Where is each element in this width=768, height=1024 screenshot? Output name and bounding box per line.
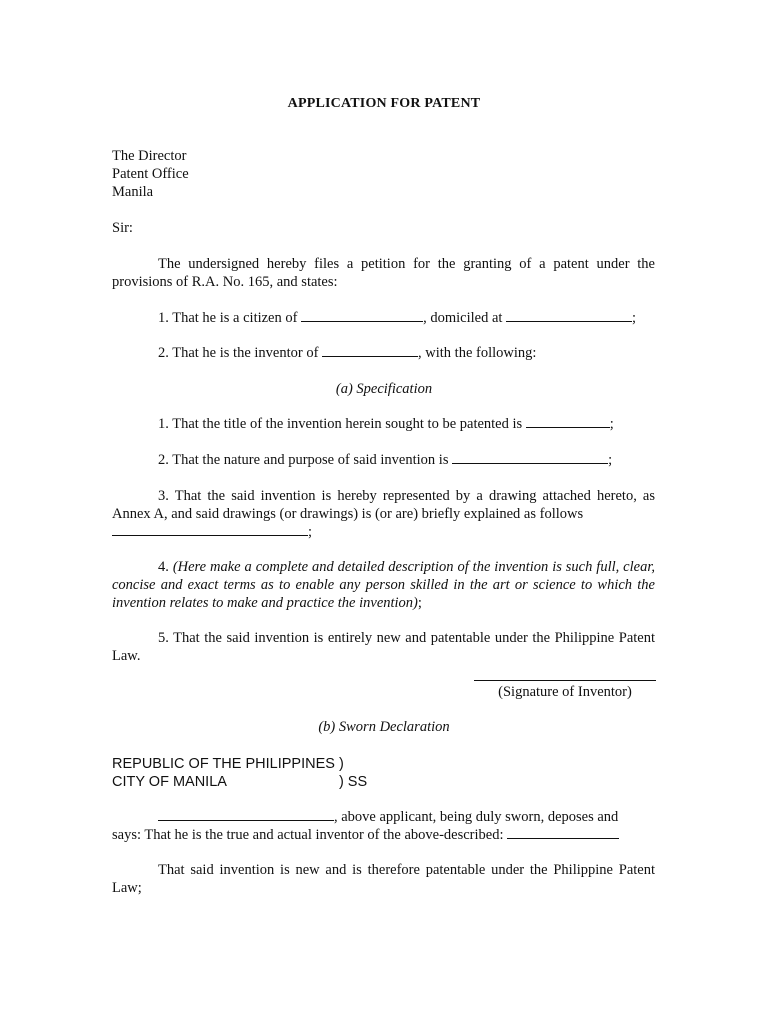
spec-item-1-text: 1. That the title of the invention herein sought to be patented is bbox=[158, 416, 526, 432]
domicile-blank bbox=[506, 309, 632, 322]
declaration-text-2: That said invention is new and is therefore patentable under the Philippine Patent Law; bbox=[112, 862, 655, 896]
item-citizen bbox=[112, 309, 636, 327]
invention-blank bbox=[322, 344, 418, 357]
spec-item-2 bbox=[112, 451, 612, 469]
item-inventor bbox=[112, 344, 536, 362]
document-title: APPLICATION FOR PATENT bbox=[287, 96, 481, 111]
spec-item-4-instruction: (Here make a complete and detailed description of the invention is such full, clear, concise and exact terms as to enable any person skilled in the art or science to which the invention relates to make and practice the invention) bbox=[112, 559, 655, 611]
venue-line-2 bbox=[112, 773, 367, 791]
spec-item-5-text: 5. That the said invention is entirely new and patentable under the Philippine Patent Law. bbox=[112, 630, 655, 664]
intro-text: The undersigned hereby files a petition for the granting of a patent under the provisions of R.A. No. 165, and states: bbox=[112, 256, 655, 290]
item-inventor-text-b: , with the following: bbox=[418, 345, 537, 361]
invention-described-blank bbox=[507, 826, 619, 839]
declaration-text-1a: , above applicant, being duly sworn, deposes and bbox=[334, 809, 619, 825]
declaration-paragraph-1 bbox=[112, 808, 655, 826]
item-citizen-text-a: 1. That he is a citizen of bbox=[158, 310, 302, 326]
citizenship-blank bbox=[301, 309, 423, 322]
item-citizen-text-c: ; bbox=[632, 310, 637, 326]
nature-purpose-blank bbox=[452, 451, 608, 464]
signature-label: (Signature of Inventor) bbox=[498, 684, 632, 700]
specification-heading: (a) Specification bbox=[335, 381, 433, 397]
declaration-text-1b: says: That he is the true and actual inventor of the above-described: bbox=[112, 827, 508, 843]
spec-item-5 bbox=[112, 629, 655, 665]
salutation: Sir: bbox=[112, 220, 133, 236]
spec-item-4-end: ; bbox=[417, 595, 422, 611]
venue-city: CITY OF MANILA bbox=[112, 774, 227, 790]
intro-paragraph bbox=[112, 255, 655, 291]
drawings-explanation-blank bbox=[112, 523, 308, 536]
declaration-paragraph-2 bbox=[112, 861, 655, 897]
venue-ss: ) SS bbox=[338, 774, 368, 790]
address-line-1: The Director bbox=[112, 148, 187, 164]
item-inventor-text-a: 2. That he is the inventor of bbox=[158, 345, 323, 361]
declaration-paragraph-1-line-2 bbox=[112, 826, 619, 844]
sworn-declaration-heading: (b) Sworn Declaration bbox=[318, 719, 450, 735]
spec-item-3 bbox=[112, 487, 655, 541]
spec-item-2-end: ; bbox=[608, 452, 613, 468]
title-blank bbox=[526, 415, 610, 428]
item-citizen-text-b: , domiciled at bbox=[423, 310, 507, 326]
signature-line bbox=[474, 680, 656, 681]
spec-item-1 bbox=[112, 415, 614, 433]
affiant-name-blank bbox=[158, 808, 334, 821]
spec-item-3-end: ; bbox=[308, 524, 313, 540]
address-line-3: Manila bbox=[112, 184, 154, 200]
spec-item-4-num: 4. bbox=[158, 559, 173, 575]
venue-line-1: REPUBLIC OF THE PHILIPPINES ) bbox=[112, 756, 344, 772]
address-line-2: Patent Office bbox=[112, 166, 189, 182]
spec-item-2-text: 2. That the nature and purpose of said invention is bbox=[158, 452, 453, 468]
spec-item-4 bbox=[112, 558, 655, 612]
spec-item-1-end: ; bbox=[609, 416, 614, 432]
spec-item-3-text: 3. That the said invention is hereby represented by a drawing attached hereto, as Annex A, and said drawings (or drawings) is (or are) briefly explained as follows bbox=[112, 488, 655, 522]
